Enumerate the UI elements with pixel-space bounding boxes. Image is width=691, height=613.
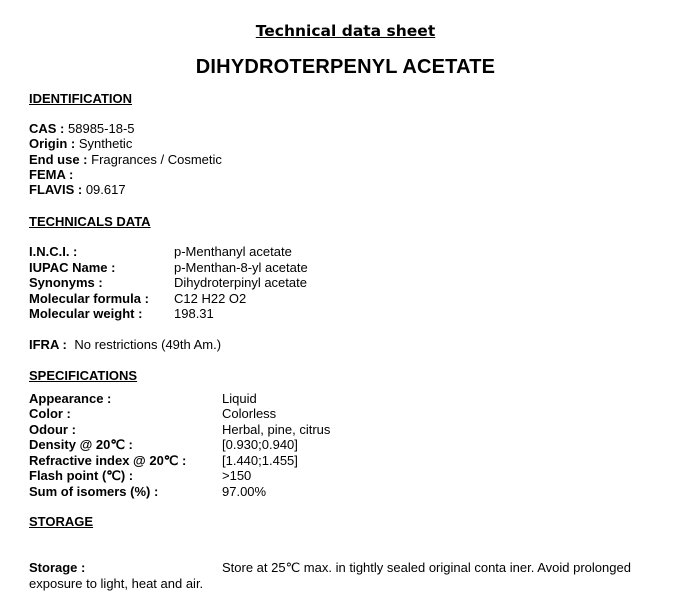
cas-row [29,121,135,137]
specifications-heading: SPECIFICATIONS [29,368,138,383]
color-value: Colorless [222,406,277,421]
storage-heading: STORAGE [29,514,94,529]
odour-label: Odour : [29,422,76,437]
ifra-label: IFRA : [29,337,67,352]
technicals-heading: TECHNICALS DATA [29,214,151,229]
sum-of-isomers-label: Sum of isomers (%) : [29,484,159,499]
product-title: DIHYDROTERPENYL ACETATE [195,56,496,78]
document-header: Technical data sheet [255,22,436,40]
storage-value-line2: exposure to light, heat and air. [29,576,204,591]
origin-value: Synthetic [78,136,133,151]
end-use-row [29,152,222,168]
flavis-value: 09.617 [85,182,126,197]
molecular-formula-value: C12 H22 O2 [174,291,247,306]
cas-label: CAS : [29,121,65,136]
storage-value-line1: Store at 25℃ max. in tightly sealed original conta iner. Avoid prolonged [222,560,631,575]
fema-row [29,167,73,183]
inci-label: I.N.C.I. : [29,244,78,259]
appearance-value: Liquid [222,391,257,406]
molecular-formula-label: Molecular formula : [29,291,149,306]
sum-of-isomers-value: 97.00% [222,484,267,499]
flash-point-value: >150 [222,468,252,483]
end-use-label: End use : [29,152,88,167]
flavis-label: FLAVIS : [29,182,83,197]
origin-label: Origin : [29,136,76,151]
ifra-value: No restrictions (49th Am.) [74,337,222,352]
inci-value: p-Menthanyl acetate [174,244,292,259]
iupac-label: IUPAC Name : [29,260,116,275]
refractive-index-value: [1.440;1.455] [222,453,298,468]
density-value: [0.930;0.940] [222,437,298,452]
odour-value: Herbal, pine, citrus [222,422,331,437]
refractive-index-label: Refractive index @ 20℃ : [29,453,187,468]
end-use-value: Fragrances / Cosmetic [91,152,222,167]
molecular-weight-value: 198.31 [174,306,214,321]
flavis-row [29,182,126,198]
iupac-value: p-Menthan-8-yl acetate [174,260,308,275]
color-label: Color : [29,406,71,421]
molecular-weight-label: Molecular weight : [29,306,143,321]
synonyms-label: Synonyms : [29,275,103,290]
density-label: Density @ 20℃ : [29,437,133,452]
synonyms-value: Dihydroterpinyl acetate [174,275,307,290]
ifra-row [29,337,221,353]
cas-value: 58985-18-5 [68,121,135,136]
storage-label: Storage : [29,560,86,575]
flash-point-label: Flash point (℃) : [29,468,134,483]
identification-heading: IDENTIFICATION [29,91,133,106]
origin-row [29,136,132,152]
appearance-label: Appearance : [29,391,112,406]
fema-label: FEMA : [29,167,74,182]
